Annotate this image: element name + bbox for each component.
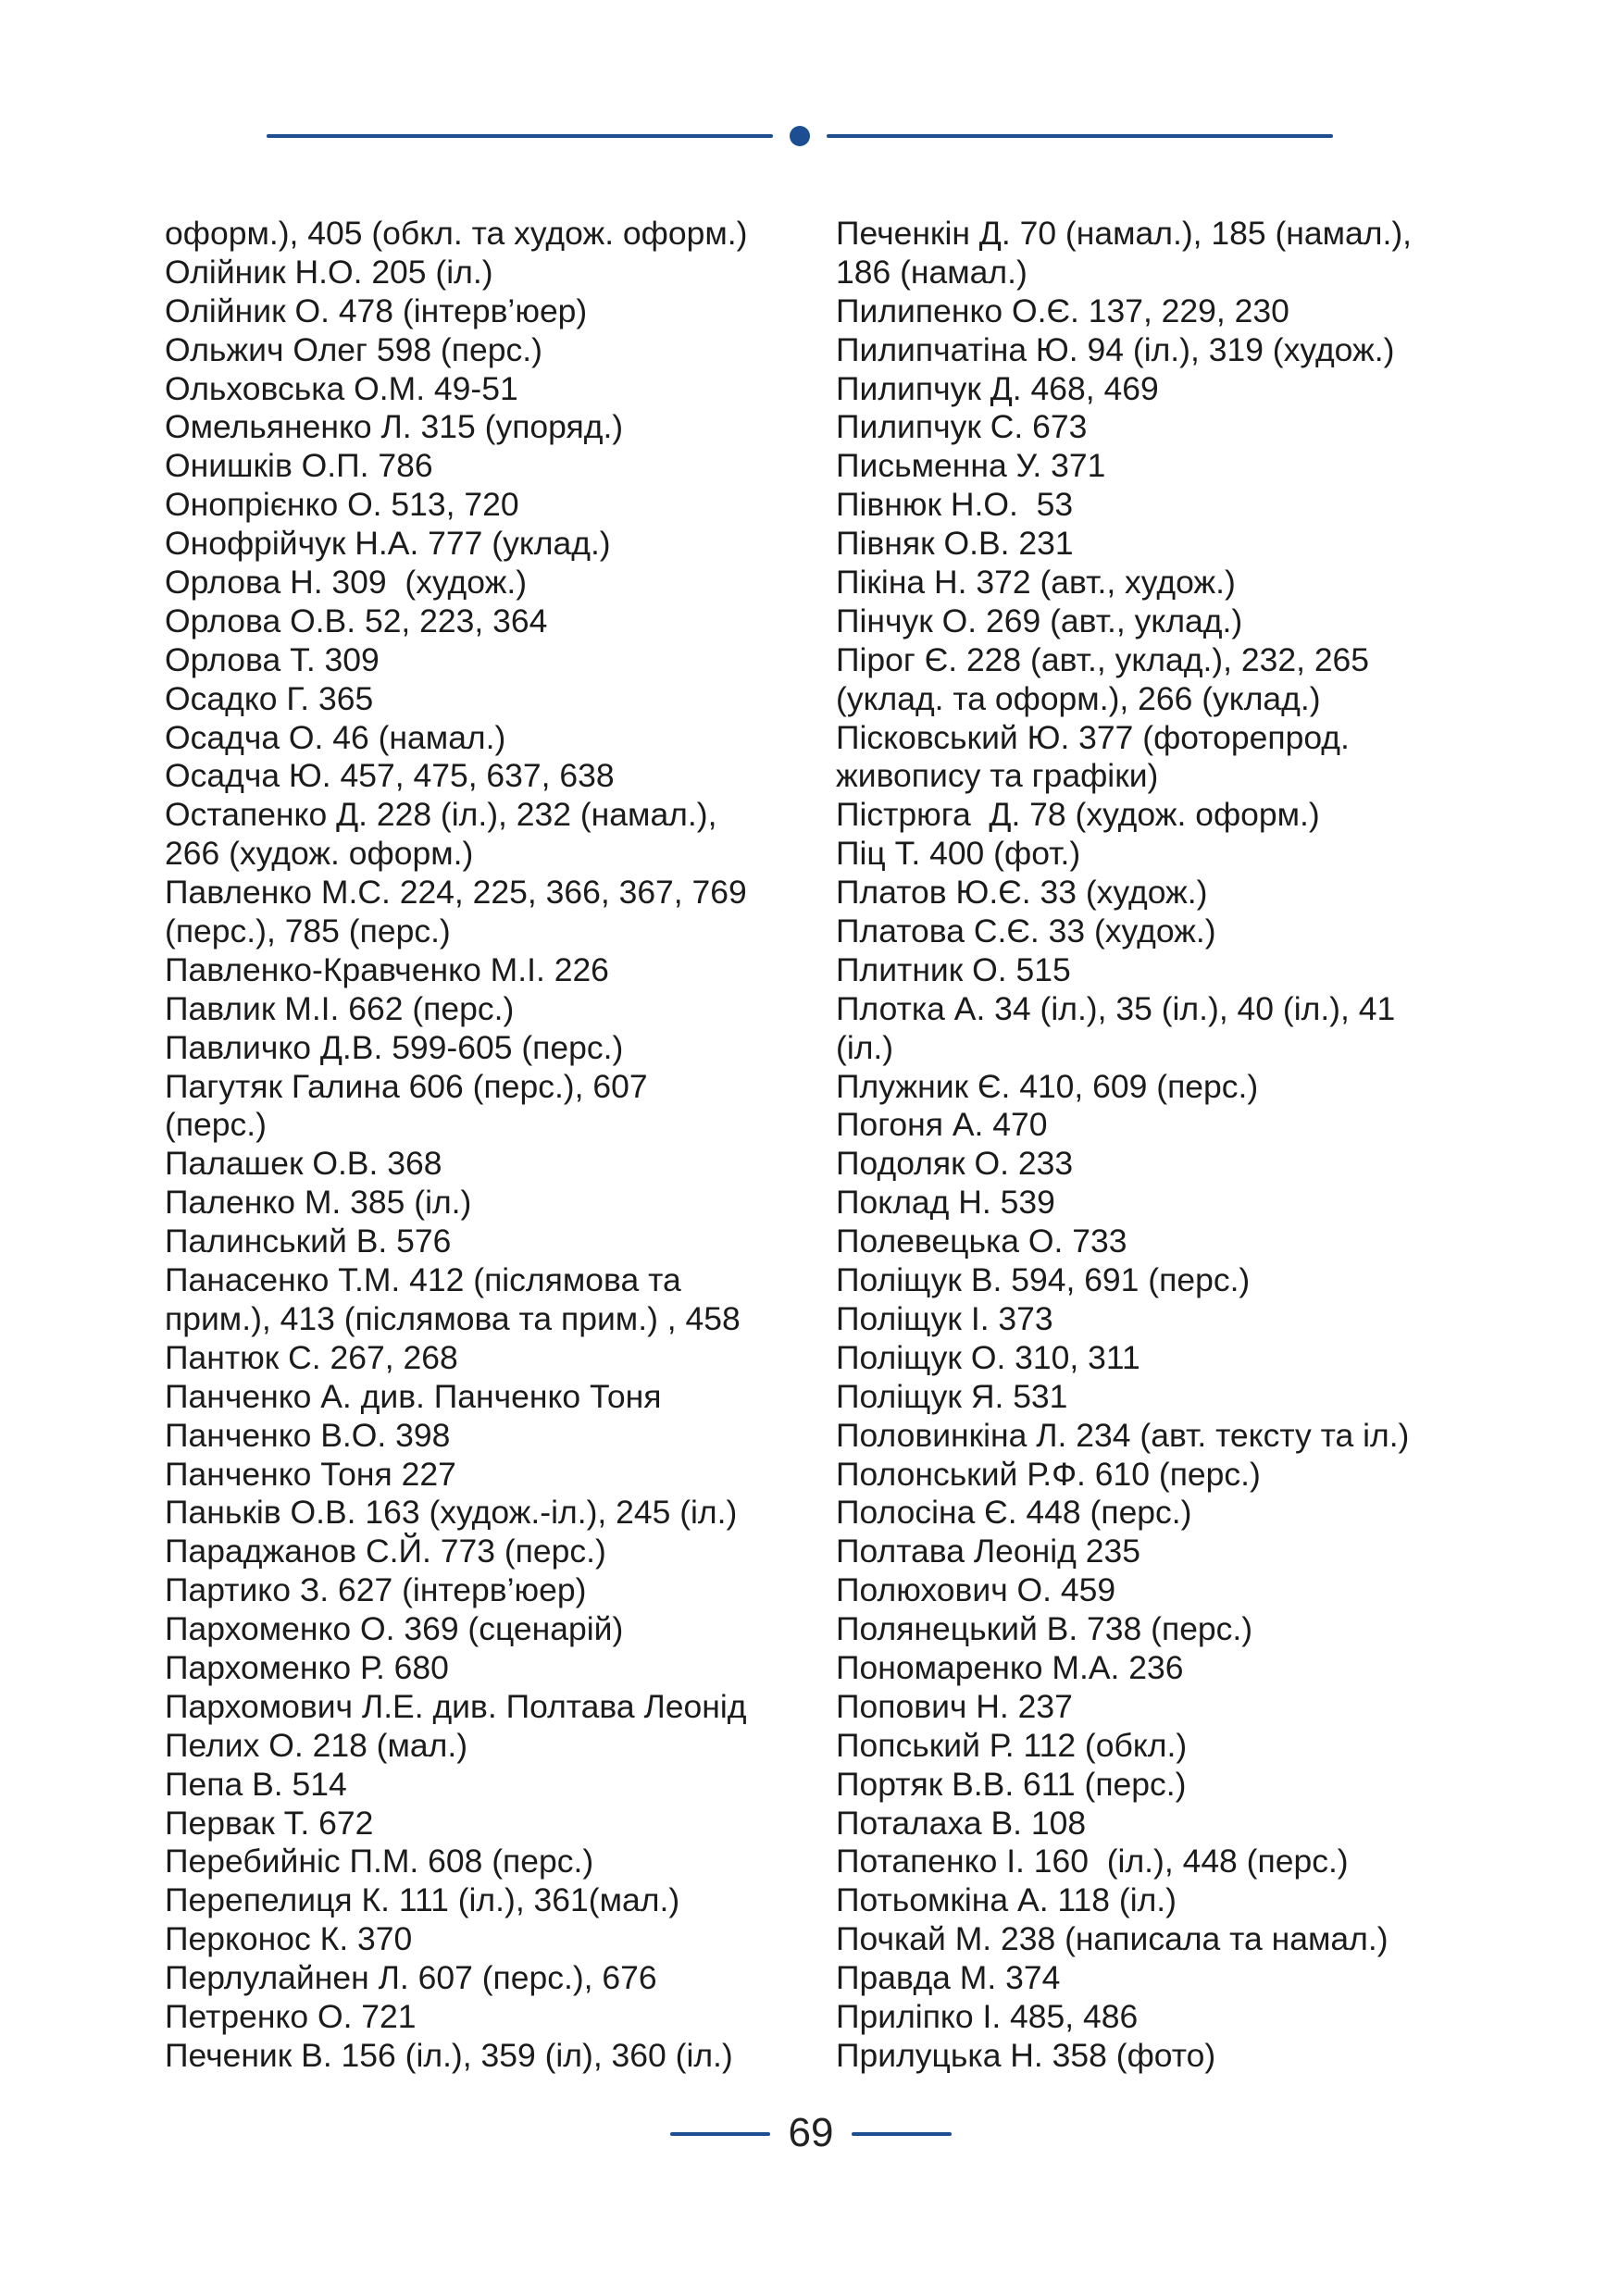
index-entry-line: Печенкін Д. 70 (намал.), 185 (намал.), (836, 215, 1413, 252)
index-entry-line: Поліщук В. 594, 691 (перс.) (836, 1261, 1251, 1299)
index-entry-line: живопису та графіки) (836, 757, 1159, 795)
index-entry-line: Пантюк С. 267, 268 (165, 1338, 458, 1376)
index-entry-line: Полтава Леонід 235 (836, 1533, 1140, 1570)
index-entry-line: Портяк В.В. 611 (перс.) (836, 1765, 1187, 1803)
index-entry-line: Півнюк Н.О. 53 (836, 486, 1074, 524)
index-entry-line: Онопрієнко О. 513, 720 (165, 486, 519, 524)
index-entry-line: Олійник Н.О. 205 (іл.) (165, 253, 493, 291)
index-entry-line: Павлик М.І. 662 (перс.) (165, 989, 515, 1027)
index-entry-line: 186 (намал.) (836, 253, 1027, 291)
index-entry-line: Пилипчук Д. 468, 469 (836, 369, 1159, 407)
index-entry-line: Поклад Н. 539 (836, 1184, 1055, 1222)
index-entry-line: Півняк О.В. 231 (836, 525, 1074, 563)
index-entry-line: Перебийніс П.М. 608 (перс.) (165, 1843, 594, 1880)
index-entry-line: Орлова Т. 309 (165, 640, 380, 678)
index-entry-line: Пагутяк Галина 606 (перс.), 607 (165, 1067, 648, 1105)
index-entry-line: Палинський В. 576 (165, 1222, 452, 1260)
index-entry-line: Ольжич Олег 598 (перс.) (165, 330, 542, 368)
index-entry-line: Палашек О.В. 368 (165, 1145, 442, 1183)
index-entry-line: (перс.) (165, 1106, 267, 1144)
index-entry-line: Пістрюга Д. 78 (худож. оформ.) (836, 796, 1320, 834)
index-column-right (836, 215, 1484, 2076)
index-entry-line: Паньків О.В. 163 (худож.-іл.), 245 (іл.) (165, 1494, 738, 1532)
index-entry-line: (іл.) (836, 1028, 894, 1066)
index-entry-line: Поліщук О. 310, 311 (836, 1338, 1140, 1376)
index-entry-line: Печеник В. 156 (іл.), 359 (іл), 360 (іл.) (165, 2036, 733, 2074)
header-rule (267, 130, 1333, 143)
index-entry-line: Поталаха В. 108 (836, 1804, 1087, 1842)
index-entry-line: Піц Т. 400 (фот.) (836, 835, 1081, 873)
index-entry-line: Панченко В.О. 398 (165, 1416, 451, 1454)
footer-rule-left (670, 2132, 770, 2136)
index-entry-line: Попський Р. 112 (обкл.) (836, 1726, 1188, 1764)
index-entry-line: Плужник Є. 410, 609 (перс.) (836, 1067, 1259, 1105)
index-column-left (165, 215, 803, 2076)
index-entry-line: Полянецький В. 738 (перс.) (836, 1610, 1253, 1648)
index-entry-line: Пономаренко М.А. 236 (836, 1648, 1184, 1686)
index-entry-line: Приліпко І. 485, 486 (836, 1997, 1139, 2035)
index-entry-line: Панченко А. див. Панченко Тоня (165, 1377, 662, 1415)
index-entry-line: Подоляк О. 233 (836, 1145, 1074, 1183)
index-entry-line: Пархоменко О. 369 (сценарій) (165, 1610, 624, 1648)
index-entry-line: 266 (худож. оформ.) (165, 835, 474, 873)
index-entry-line: Первак Т. 672 (165, 1804, 374, 1842)
index-entry-line: Погоня А. 470 (836, 1106, 1048, 1144)
index-entry-line: Платова С.Є. 33 (худож.) (836, 912, 1216, 950)
index-entry-line: (перс.), 785 (перс.) (165, 912, 451, 950)
index-entry-line: Олійник О. 478 (інтерв’юер) (165, 292, 588, 329)
index-entry-line: Павленко-Кравченко М.І. 226 (165, 950, 609, 988)
index-entry-line: оформ.), 405 (обкл. та худож. оформ.) (165, 215, 748, 252)
header-rule-dot (790, 126, 810, 146)
index-entry-line: Пінчук О. 269 (авт., уклад.) (836, 602, 1243, 639)
index-entry-line: Паленко М. 385 (іл.) (165, 1184, 472, 1222)
index-entry-line: Пархомович Л.Е. див. Полтава Леонід (165, 1687, 747, 1725)
index-entry-line: Пісковський Ю. 377 (фоторепрод. (836, 718, 1350, 756)
page-footer (666, 2110, 953, 2156)
index-entry-line: Платов Ю.Є. 33 (худож.) (836, 874, 1208, 912)
index-entry-line: Плотка А. 34 (іл.), 35 (іл.), 40 (іл.), 41 (836, 989, 1396, 1027)
index-entry-line: Осадча Ю. 457, 475, 637, 638 (165, 757, 615, 795)
index-entry-line: Полосіна Є. 448 (перс.) (836, 1494, 1192, 1532)
index-entry-line: Панасенко Т.М. 412 (післямова та (165, 1261, 681, 1299)
index-entry-line: Пірог Є. 228 (авт., уклад.), 232, 265 (836, 640, 1370, 678)
index-entry-line: Пархоменко Р. 680 (165, 1648, 449, 1686)
index-entry-line: Павленко М.С. 224, 225, 366, 367, 769 (165, 874, 747, 912)
index-entry-line: Половинкіна Л. 234 (авт. тексту та іл.) (836, 1416, 1410, 1454)
index-entry-line: Письменна У. 371 (836, 447, 1106, 485)
header-rule-right-line (827, 134, 1333, 138)
index-entry-line: Онофрійчук Н.А. 777 (уклад.) (165, 525, 611, 563)
index-entry-line: Поліщук Я. 531 (836, 1377, 1068, 1415)
index-entry-line: Полюхович О. 459 (836, 1571, 1116, 1609)
index-entry-line: прим.), 413 (післямова та прим.) , 458 (165, 1299, 741, 1337)
index-entry-line: Пепа В. 514 (165, 1765, 347, 1803)
index-entry-line: Потьомкіна А. 118 (іл.) (836, 1881, 1177, 1919)
header-rule-left-line (267, 134, 773, 138)
index-entry-line: Осадча О. 46 (намал.) (165, 718, 506, 756)
index-entry-line: Пікіна Н. 372 (авт., худож.) (836, 564, 1236, 602)
index-entry-line: Попович Н. 237 (836, 1687, 1073, 1725)
index-entry-line: Правда М. 374 (836, 1959, 1061, 1997)
index-entry-line: Ольховська О.М. 49-51 (165, 369, 518, 407)
index-entry-line: Павличко Д.В. 599-605 (перс.) (165, 1028, 624, 1066)
index-entry-line: Пилипчатіна Ю. 94 (іл.), 319 (худож.) (836, 330, 1395, 368)
page-number: 69 (788, 2110, 834, 2155)
index-entry-line: (уклад. та оформ.), 266 (уклад.) (836, 679, 1321, 717)
index-entry-line: Почкай М. 238 (написала та намал.) (836, 1920, 1389, 1958)
index-entry-line: Потапенко І. 160 (іл.), 448 (перс.) (836, 1843, 1349, 1880)
index-entry-line: Полевецька О. 733 (836, 1222, 1127, 1260)
index-entry-line: Перконос К. 370 (165, 1920, 413, 1958)
index-entry-line: Омельяненко Л. 315 (упоряд.) (165, 408, 624, 446)
index-entry-line: Пилипчук С. 673 (836, 408, 1088, 446)
index-entry-line: Поліщук І. 373 (836, 1299, 1053, 1337)
index-entry-line: Партико З. 627 (інтерв’юер) (165, 1571, 587, 1609)
index-entry-line: Осадко Г. 365 (165, 679, 374, 717)
index-entry-line: Прилуцька Н. 358 (фото) (836, 2036, 1216, 2074)
index-entry-line: Перлулайнен Л. 607 (перс.), 676 (165, 1959, 657, 1997)
index-entry-line: Орлова О.В. 52, 223, 364 (165, 602, 548, 639)
footer-rule-right (852, 2132, 952, 2136)
index-entry-line: Плитник О. 515 (836, 950, 1071, 988)
index-entry-line: Остапенко Д. 228 (іл.), 232 (намал.), (165, 796, 717, 834)
index-entry-line: Пелих О. 218 (мал.) (165, 1726, 468, 1764)
index-entry-line: Орлова Н. 309 (худож.) (165, 564, 528, 602)
index-entry-line: Перепелиця К. 111 (іл.), 361(мал.) (165, 1881, 680, 1919)
index-entry-line: Панченко Тоня 227 (165, 1455, 456, 1493)
index-entry-line: Онишків О.П. 786 (165, 447, 433, 485)
index-entry-line: Петренко О. 721 (165, 1997, 417, 2035)
index-entry-line: Пилипенко О.Є. 137, 229, 230 (836, 292, 1289, 329)
index-entry-line: Параджанов С.Й. 773 (перс.) (165, 1533, 606, 1570)
index-entry-line: Полонський Р.Ф. 610 (перс.) (836, 1455, 1261, 1493)
